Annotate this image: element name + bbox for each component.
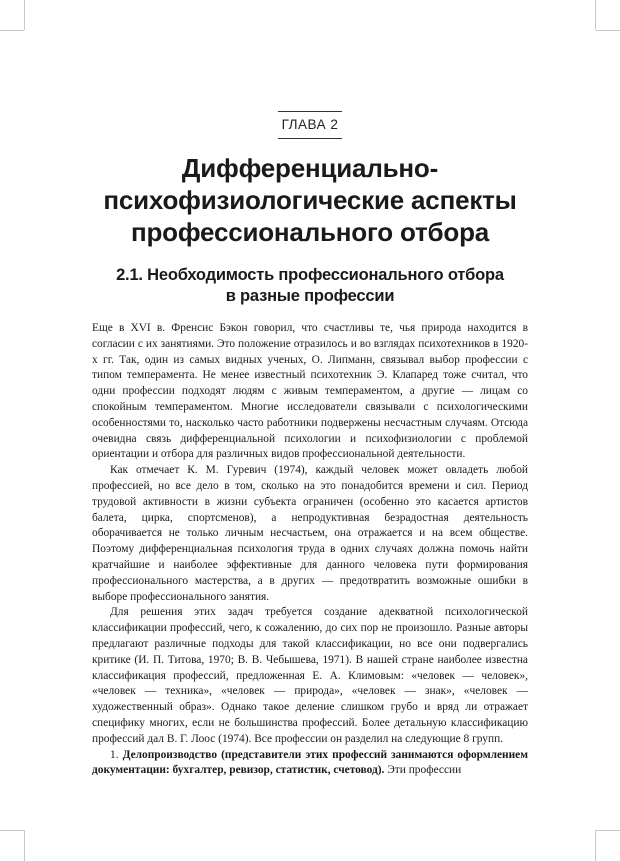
crop-mark xyxy=(595,830,596,861)
paragraph-continuation: Эти профессии xyxy=(387,764,462,777)
crop-mark xyxy=(24,0,25,30)
paragraph: Еще в XVI в. Френсис Бэкон говорил, что счастливы те, чья природа находится в согласии с их занятиями. Это положение отразилось и во взглядах психотехников в 1920-х гг. Так, один из самых видных ученых, О. Липманн, связывал выбор профессии с типом темперамента. Не менее известный психотехник Э. Клапаред тоже считал, что одни профессии подходят людям с живым темпераментом, а другие — лицам со спокойным темпераментом. Многие исследователи связывали с психологическими особенностями то, насколько часто работники подвержены несчастным случаям. Отсюда очевидна связь дифференциальной психологии и психофизиологии с проблемой ориентации и отбора для различных видов профессиональной деятельности. xyxy=(92,322,528,461)
chapter-title-line: психофизиологические аспекты xyxy=(103,185,517,215)
chapter-title xyxy=(60,152,560,248)
section-title-line: в разные профессии xyxy=(225,287,395,305)
section-title xyxy=(60,265,560,307)
chapter-title-line: Дифференциально- xyxy=(181,153,439,183)
crop-mark xyxy=(0,830,24,831)
group-title: Делопроизводство (представители этих профессий занимаются оформлением документации: бухгалтер, ревизор, статистик, счетовод). xyxy=(92,748,528,777)
crop-mark xyxy=(24,830,25,861)
chapter-title-line: профессионального отбора xyxy=(130,217,490,247)
paragraph-group-1 xyxy=(92,748,528,780)
crop-mark xyxy=(596,30,620,31)
section-title-line: 2.1. Необходимость профессионального отбора xyxy=(116,266,504,284)
crop-mark xyxy=(0,30,24,31)
paragraph: Для решения этих задач требуется создание адекватной психологической классификации профессий, чего, к сожалению, до сих пор не произошло. Разные авторы предлагают различные подходы для такой классификации, но все они подвергались критике (И. П. Титова, 1970; В. В. Чебышева, 1971). В нашей стране наиболее известна классификация профессий, предложенная Е. А. Климовым: «человек — человек», «человек — техника», «человек — природа», «человек — знак», «человек — художественный образ». Однако такое деление слишком грубо и вряд ли отражает специфику многих, если не большинства профессий. Более детальную классификацию профессий дал В. Г. Лоос (1974). Все профессии он разделил на следующие 8 групп. xyxy=(92,606,528,745)
paragraph: Как отмечает К. М. Гуревич (1974), каждый человек может овладеть любой профессией, но все дело в том, сколько на это понадобится времени и сил. Период трудовой активности в жизни субъекта ограничен (особенно это касается артистов балета, цирка, спортсменов), а непродуктивная безрадостная деятельность оборачивается не только личным несчастьем, она отражается и на всем обществе. Поэтому дифференциальная психология труда в одних случаях должна помочь найти кратчайшие и наиболее эффективные для данного человека пути формирования профессионального мастерства, а в других — предотвратить возможные ошибки в выборе профессионального занятия. xyxy=(92,464,528,603)
crop-mark xyxy=(596,830,620,831)
list-number: 1. xyxy=(110,748,119,761)
crop-mark xyxy=(595,0,596,30)
chapter-label: ГЛАВА 2 xyxy=(278,111,342,139)
body-text xyxy=(92,321,528,779)
